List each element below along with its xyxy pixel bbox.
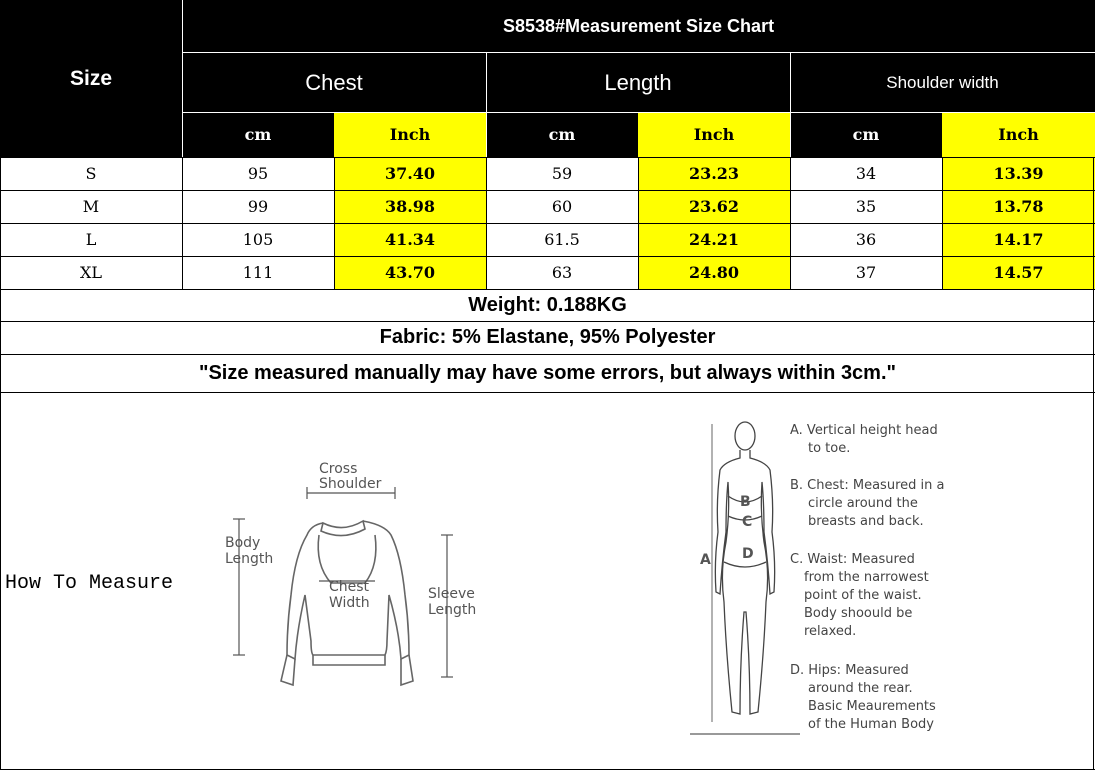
- value-cell: 99: [182, 190, 334, 223]
- shoulder-width-header: Shoulder width: [790, 53, 1095, 112]
- width-label: Width: [329, 595, 370, 611]
- grid-line: [486, 157, 487, 289]
- body-figure-diagram: [690, 412, 800, 742]
- value-cell: 24.21: [638, 223, 790, 256]
- unit-inch-chest: Inch: [334, 112, 486, 157]
- grid-line: [0, 223, 1095, 224]
- grid-line: [0, 190, 1095, 191]
- sweater-cuff: [401, 655, 413, 685]
- sweater-cuff: [281, 655, 295, 685]
- note-line: point of the waist.: [804, 588, 922, 603]
- cross-label: Cross: [319, 461, 358, 477]
- note-line: B. Chest: Measured in a: [790, 478, 945, 493]
- value-cell: 111: [182, 256, 334, 289]
- value-cell: 13.39: [942, 157, 1095, 190]
- grid-line: [182, 157, 183, 289]
- figure-head: [735, 422, 755, 450]
- value-cell: 105: [182, 223, 334, 256]
- size-cell: L: [0, 223, 182, 256]
- note-b: [790, 477, 944, 531]
- header-divider: [182, 112, 1095, 113]
- grid-line: [942, 157, 943, 289]
- label-c: C: [742, 514, 753, 530]
- note-line: Basic Meaurements: [808, 699, 936, 714]
- unit-cm-length: cm: [486, 112, 638, 157]
- grid-line: [0, 769, 1095, 770]
- grid-line: [0, 354, 1095, 355]
- value-cell: 13.78: [942, 190, 1095, 223]
- fabric-row: Fabric: 5% Elastane, 95% Polyester: [0, 321, 1095, 354]
- shoulder-label: Shoulder: [319, 476, 382, 492]
- note-line: C. Waist: Measured: [790, 552, 915, 567]
- sweater-hem: [313, 655, 385, 665]
- value-cell: 23.62: [638, 190, 790, 223]
- value-cell: 14.17: [942, 223, 1095, 256]
- figure-torso: [715, 450, 774, 714]
- note-line: from the narrowest: [804, 570, 929, 585]
- header-divider: [182, 0, 183, 157]
- size-cell: M: [0, 190, 182, 223]
- unit-inch-shoulder: Inch: [942, 112, 1095, 157]
- how-to-measure-heading: How To Measure: [5, 572, 174, 595]
- value-cell: 36: [790, 223, 942, 256]
- unit-cm-chest: cm: [182, 112, 334, 157]
- body-length-label: Length: [225, 551, 274, 567]
- grid-line: [638, 157, 639, 289]
- value-cell: 95: [182, 157, 334, 190]
- size-header: Size: [0, 0, 182, 157]
- grid-line: [0, 321, 1095, 322]
- unit-cm-shoulder: cm: [790, 112, 942, 157]
- sleeve-length-label: Length: [428, 602, 477, 618]
- sleeve-label: Sleeve: [428, 586, 475, 602]
- value-cell: 37: [790, 256, 942, 289]
- note-line: D. Hips: Measured: [790, 663, 909, 678]
- sweater-neck: [321, 521, 365, 536]
- sweater-diagram: [215, 455, 500, 705]
- grid-line: [0, 392, 1095, 393]
- grid-line: [1093, 157, 1094, 770]
- value-cell: 35: [790, 190, 942, 223]
- chart-title: S8538#Measurement Size Chart: [182, 0, 1095, 53]
- weight-row: Weight: 0.188KG: [0, 289, 1095, 321]
- value-cell: 24.80: [638, 256, 790, 289]
- value-cell: 63: [486, 256, 638, 289]
- note-line: A. Vertical height head: [790, 423, 938, 438]
- note-a: [790, 422, 938, 458]
- value-cell: 43.70: [334, 256, 486, 289]
- size-cell: XL: [0, 256, 182, 289]
- value-cell: 59: [486, 157, 638, 190]
- label-a: A: [700, 552, 711, 568]
- grid-line: [0, 256, 1095, 257]
- grid-line: [334, 157, 335, 289]
- sweater-chest: [318, 535, 376, 583]
- note-line: Body shoould be: [804, 606, 913, 621]
- value-cell: 41.34: [334, 223, 486, 256]
- length-header: Length: [486, 53, 790, 112]
- figure-hips: [724, 562, 766, 567]
- grid-line: [790, 157, 791, 289]
- note-d: [790, 662, 936, 734]
- note-c: [790, 551, 929, 641]
- grid-line: [0, 157, 1095, 158]
- value-cell: 37.40: [334, 157, 486, 190]
- unit-inch-length: Inch: [638, 112, 790, 157]
- body-label: Body: [225, 535, 261, 551]
- size-cell: S: [0, 157, 182, 190]
- grid-line: [0, 289, 1095, 290]
- value-cell: 23.23: [638, 157, 790, 190]
- header-divider: [790, 53, 791, 157]
- grid-line: [0, 157, 1, 770]
- value-cell: 60: [486, 190, 638, 223]
- value-cell: 38.98: [334, 190, 486, 223]
- label-b: B: [740, 494, 751, 510]
- header-divider: [486, 53, 487, 157]
- value-cell: 14.57: [942, 256, 1095, 289]
- header-divider: [182, 52, 1095, 53]
- note-line: breasts and back.: [808, 514, 924, 529]
- note-line: around the rear.: [808, 681, 913, 696]
- chest-label: Chest: [329, 579, 370, 595]
- note-line: relaxed.: [804, 624, 857, 639]
- value-cell: 61.5: [486, 223, 638, 256]
- note-line: of the Human Body: [808, 717, 934, 732]
- disclaimer-row: "Size measured manually may have some errors, but always within 3cm.": [0, 354, 1095, 392]
- note-line: to toe.: [808, 441, 851, 456]
- chest-header: Chest: [182, 53, 486, 112]
- label-d: D: [742, 546, 754, 562]
- note-line: circle around the: [808, 496, 918, 511]
- value-cell: 34: [790, 157, 942, 190]
